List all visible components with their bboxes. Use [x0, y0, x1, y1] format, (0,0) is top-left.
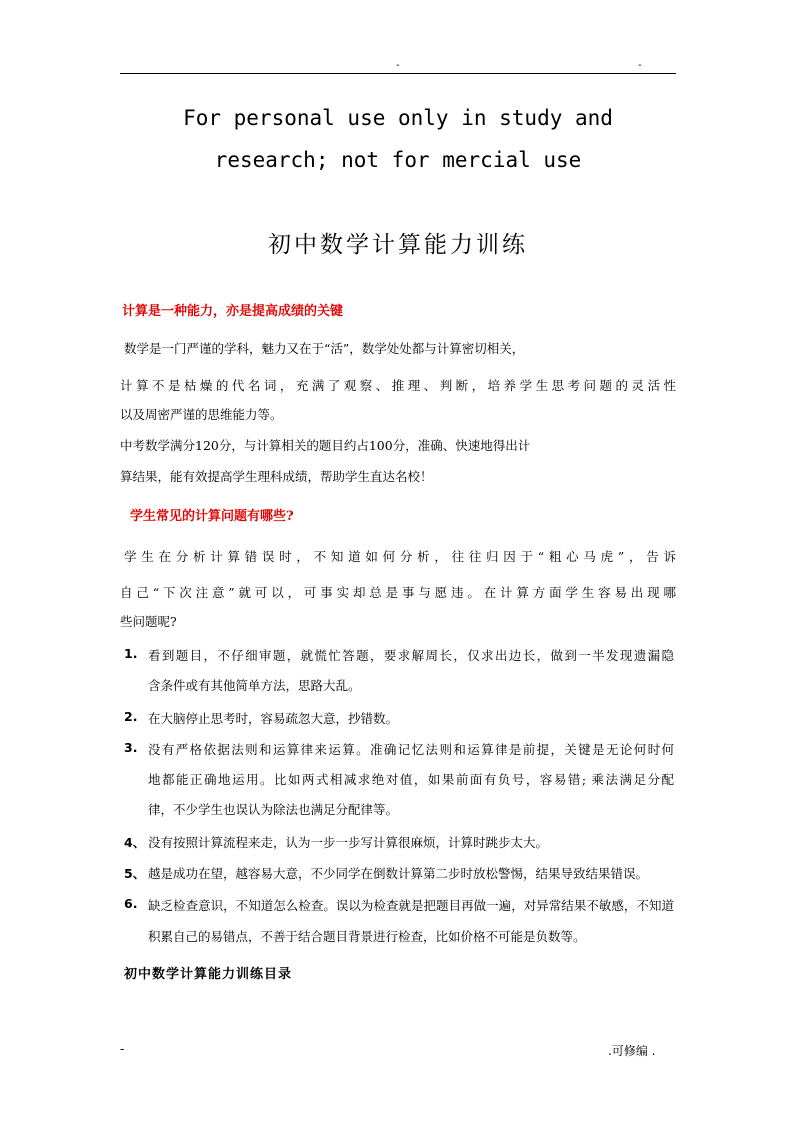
list-item-5-number: 5、	[124, 866, 146, 881]
list-item-3-number: 3.	[124, 740, 138, 755]
list-item-4-line-1: 没有按照计算流程来走，认为一步一步写计算很麻烦，计算时跳步太大。	[148, 835, 549, 850]
section2-paragraph-1a: 学生在分析计算错误时，不知道如何分析，往往归因于“粗心马虎”，告诉	[124, 549, 676, 564]
toc-heading: 初中数学计算能力训练目录	[124, 967, 293, 982]
list-item-6-line-1: 缺乏检查意识，不知道怎么检查。误以为检查就是把题目再做一遍，对异常结果不敏感，不知道	[148, 898, 674, 913]
section1-paragraph-3b: 算结果，能有效提高学生理科成绩，帮助学生直达名校！	[120, 469, 433, 484]
header-mark-right: -	[638, 60, 642, 71]
list-item-4-number: 4、	[124, 835, 146, 850]
footer-editable-note: .可修编 .	[608, 1044, 656, 1058]
list-item-1-number: 1.	[124, 646, 138, 661]
list-item-3-line-2: 地都能正确地运用。比如两式相减求绝对值，如果前面有负号，容易错; 乘法满足分配	[148, 772, 674, 787]
section2-heading: 学生常见的计算问题有哪些?	[130, 509, 294, 524]
list-item-5-line-1: 越是成功在望，越容易大意，不少同学在倒数计算第二步时放松警惕，结果导致结果错误。	[148, 866, 649, 881]
list-item-6-line-2: 积累自己的易错点，不善于结合题目背景进行检查，比如价格不可能是负数等。	[148, 929, 586, 944]
section1-paragraph-2b: 以及周密严谨的思维能力等。	[120, 407, 283, 422]
section1-heading: 计算是一种能力，亦是提高成绩的关键	[122, 304, 344, 319]
section1-paragraph-3a: 中考数学满分120分，与计算相关的题目约占100分，准确、快速地得出计	[120, 438, 531, 453]
footer-mark-left: -	[120, 1042, 125, 1056]
section2-paragraph-1b: 自己“下次注意”就可以，可事实却总是事与愿违。在计算方面学生容易出现哪	[120, 585, 676, 600]
list-item-2-number: 2.	[124, 709, 138, 724]
notice-line-2: research; not for mercial use	[214, 148, 582, 172]
section1-paragraph-1: 数学是一门严谨的学科，魅力又在于“活”，数学处处都与计算密切相关，	[124, 341, 525, 356]
list-item-2-line-1: 在大脑停止思考时，容易疏忽大意，抄错数。	[148, 711, 399, 726]
list-item-3-line-3: 律，不少学生也误认为除法也满足分配律等。	[148, 802, 399, 817]
header-mark-center: -	[396, 60, 400, 71]
list-item-1-line-2: 含条件或有其他简单方法，思路大乱。	[148, 678, 361, 693]
list-item-3-line-1: 没有严格依据法则和运算律来运算。准确记忆法则和运算律是前提，关键是无论何时何	[148, 742, 674, 757]
page-title: 初中数学计算能力训练	[268, 232, 528, 258]
list-item-6-number: 6.	[124, 896, 138, 911]
notice-line-1: For personal use only in study and	[183, 106, 613, 130]
list-item-1-line-1: 看到题目，不仔细审题，就慌忙答题，要求解周长，仅求出边长，做到一半发现遗漏隐	[148, 648, 674, 663]
section2-paragraph-1c: 些问题呢?	[120, 614, 177, 629]
section1-paragraph-2a: 计算不是枯燥的代名词，充满了观察、推理、判断，培养学生思考问题的灵活性	[120, 378, 676, 393]
header-rule	[120, 73, 676, 74]
